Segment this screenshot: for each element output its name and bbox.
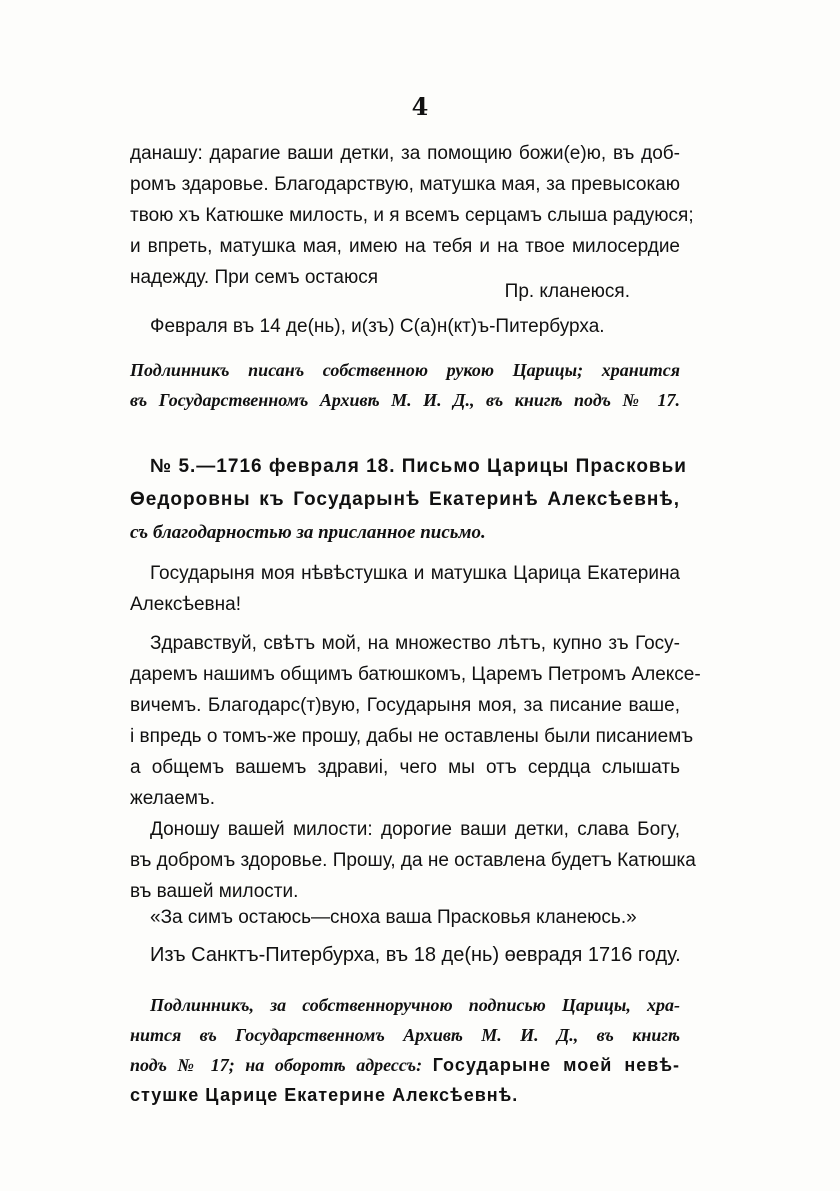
text-line: Доношу вашей милости: дорогие ваши детки, слава Богу, bbox=[150, 819, 680, 840]
date-text: Февраля въ 14 де(нь), и(зъ) С(а)н(кт)ъ-Питербурха. bbox=[150, 316, 605, 337]
text-line: і впредь о томъ-же прошу, дабы не оставлены были писаниемъ bbox=[130, 726, 694, 747]
salutation bbox=[130, 558, 680, 620]
document-heading bbox=[130, 450, 687, 549]
note-italic-part: подъ № 17; на оборотѣ адрессъ: bbox=[130, 1055, 423, 1075]
note-address-part: Государыне моей невѣ- bbox=[432, 1055, 681, 1075]
archive-note-bottom bbox=[130, 990, 680, 1110]
text-line: надежду. При семъ остаюся bbox=[130, 267, 379, 288]
heading-line: Өедоровны къ Государынѣ Екатеринѣ Алексѣевнѣ, bbox=[130, 489, 680, 510]
archive-note-top bbox=[130, 355, 680, 415]
page-number: 4 bbox=[411, 92, 429, 121]
text-line: въ добромъ здоровье. Прошу, да не оставлена будетъ Катюшка bbox=[130, 850, 696, 871]
note-line bbox=[130, 1050, 680, 1080]
text-line: ромъ здаровье. Благодарствую, матушка мая, за превысокаю bbox=[130, 174, 680, 195]
heading-line: № 5.—1716 февраля 18. Письмо Царицы Прасковьи bbox=[150, 456, 687, 477]
note-line: Подлинникъ писанъ собственною рукою Царицы; хранится bbox=[130, 360, 680, 380]
heading-subtitle: съ благодарностью за присланное письмо. bbox=[130, 522, 486, 543]
text-line: Алексѣевна! bbox=[130, 594, 241, 615]
text-line: а общемъ вашемъ здравиі, чего мы отъ сердца слышать bbox=[130, 757, 680, 778]
text-line: данашу: дарагие ваши детки, за помощию божи(е)ю, въ доб- bbox=[130, 143, 680, 164]
note-line: Подлинникъ, за собственноручною подписью Царицы, хра- bbox=[150, 995, 680, 1015]
text-line: Здравствуй, свѣтъ мой, на множество лѣтъ, купно зъ Госу- bbox=[150, 633, 680, 654]
signoff-text: Пр. кланеюся. bbox=[504, 281, 630, 302]
text-line: твою хъ Катюшке милость, и я всемъ серцамъ слыша радуюся; bbox=[130, 205, 694, 226]
text-line: въ вашей милости. bbox=[130, 881, 299, 902]
paragraph-greeting bbox=[130, 628, 701, 814]
date-top bbox=[130, 311, 680, 342]
quote-text: «За симъ остаюсь—сноха ваша Прасковья кланеюсь.» bbox=[150, 907, 637, 928]
note-line: въ Государственномъ Архивѣ М. И. Д., въ книгѣ подъ № 17. bbox=[130, 390, 680, 410]
paragraph-report bbox=[130, 814, 696, 907]
note-address-line: стушке Царице Екатерине Алексѣевнѣ. bbox=[130, 1085, 519, 1105]
text-line: вичемъ. Благодарс(т)вую, Государыня моя, за писание ваше, bbox=[130, 695, 680, 716]
closing-quote bbox=[130, 902, 680, 933]
text-line: и впреть, матушка мая, имею на тебя и на твое милосердие bbox=[130, 236, 680, 257]
paragraph-continuation bbox=[130, 138, 694, 293]
text-line: желаемъ. bbox=[130, 788, 216, 809]
date-text: Изъ Санктъ-Питербурха, въ 18 де(нь) өеврадя 1716 году. bbox=[150, 944, 681, 966]
note-line: нится въ Государственномъ Архивѣ М. И. Д., въ книгѣ bbox=[130, 1025, 680, 1045]
signoff-top bbox=[130, 276, 680, 307]
text-line: Государыня моя нѣвѣстушка и матушка Царица Екатерина bbox=[150, 563, 680, 584]
date-bottom bbox=[130, 940, 680, 971]
text-line: даремъ нашимъ общимъ батюшкомъ, Царемъ Петромъ Алексе- bbox=[130, 664, 701, 685]
